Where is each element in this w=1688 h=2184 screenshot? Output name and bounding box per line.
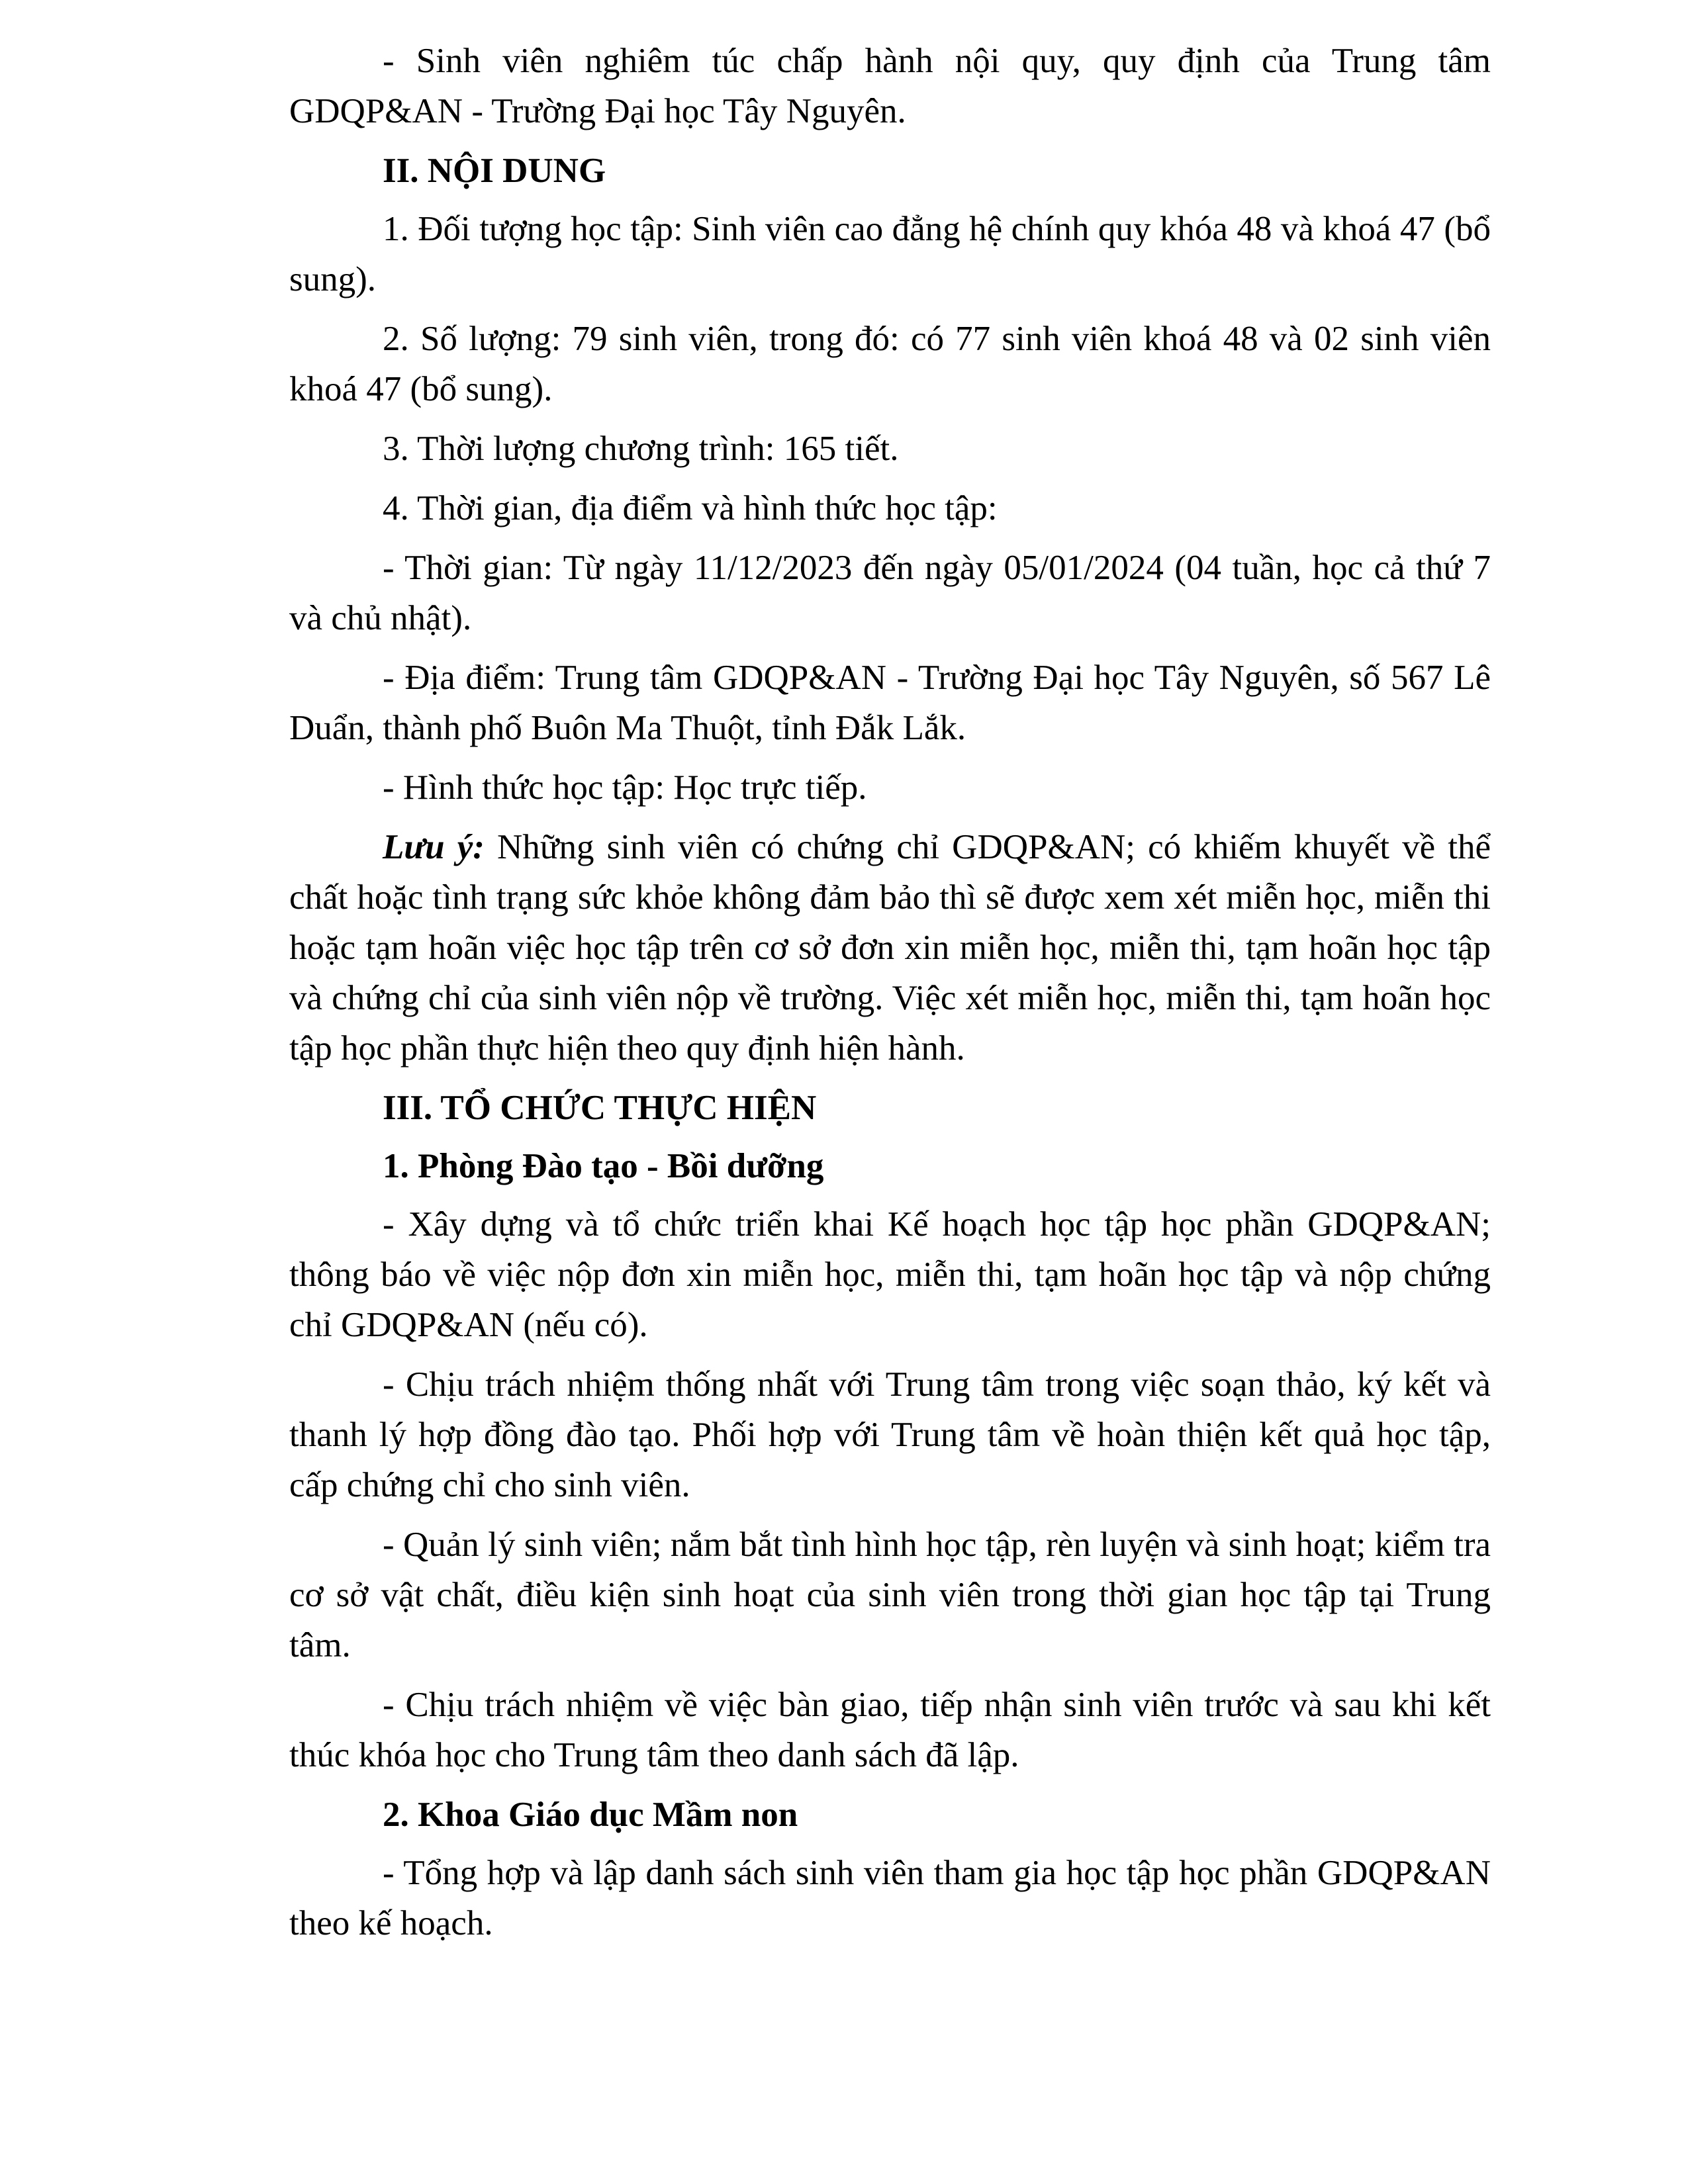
subsection-heading-faculty: 2. Khoa Giáo dục Mầm non [383, 1796, 798, 1834]
section-heading-implementation: III. TỔ CHỨC THỰC HIỆN [383, 1089, 817, 1127]
note-text: Những sinh viên có chứng chỉ GDQP&AN; có khiếm khuyết về thể chất hoặc tình trạng sức khỏe không đảm bảo thì sẽ được xem xét miễn học, miễn thi hoặc tạm hoãn việc học tập trên cơ sở đơn xin miễn học, miễn thi, tạm hoãn học tập và chứng chỉ của sinh viên nộp về trường. Việc xét miễn học, miễn thi, tạm hoãn học tập học phần thực hiện theo quy định hiện hành. [289, 828, 1491, 1068]
paragraph-contract-responsibility: - Chịu trách nhiệm thống nhất với Trung tâm trong việc soạn thảo, ký kết và thanh lý hợp đồng đào tạo. Phối hợp với Trung tâm về hoàn thiện kết quả học tập, cấp chứng chỉ cho sinh viên. [289, 1365, 1491, 1504]
paragraph-student-count: 2. Số lượng: 79 sinh viên, trong đó: có 77 sinh viên khoá 48 và 02 sinh viên khoá 47 (bổ sung). [289, 320, 1491, 408]
paragraph-plan-deployment: - Xây dựng và tổ chức triển khai Kế hoạch học tập học phần GDQP&AN; thông báo về việc nộp đơn xin miễn học, miễn thi, tạm hoãn học tập và nộp chứng chỉ GDQP&AN (nếu có). [289, 1205, 1491, 1344]
subsection-heading-training-office: 1. Phòng Đào tạo - Bồi dưỡng [383, 1147, 824, 1185]
paragraph-program-duration: 3. Thời lượng chương trình: 165 tiết. [383, 430, 899, 468]
paragraph-target-learners: 1. Đối tượng học tập: Sinh viên cao đẳng hệ chính quy khóa 48 và khoá 47 (bổ sung). [289, 210, 1491, 298]
paragraph-time-place-format: 4. Thời gian, địa điểm và hình thức học tập: [383, 489, 998, 527]
paragraph-learning-format: - Hình thức học tập: Học trực tiếp. [383, 768, 867, 807]
document-body [289, 36, 1491, 1958]
paragraph-student-compliance: - Sinh viên nghiêm túc chấp hành nội quy, quy định của Trung tâm GDQP&AN - Trường Đại học Tây Nguyên. [289, 42, 1491, 130]
paragraph-location: - Địa điểm: Trung tâm GDQP&AN - Trường Đại học Tây Nguyên, số 567 Lê Duẩn, thành phố Buôn Ma Thuột, tỉnh Đắk Lắk. [289, 659, 1491, 747]
paragraph-note [289, 822, 1491, 1073]
paragraph-student-management: - Quản lý sinh viên; nắm bắt tình hình học tập, rèn luyện và sinh hoạt; kiểm tra cơ sở vật chất, điều kiện sinh hoạt của sinh viên trong thời gian học tập tại Trung tâm. [289, 1525, 1491, 1664]
paragraph-student-list: - Tổng hợp và lập danh sách sinh viên tham gia học tập học phần GDQP&AN theo kế hoạch. [289, 1854, 1491, 1942]
paragraph-handover: - Chịu trách nhiệm về việc bàn giao, tiếp nhận sinh viên trước và sau khi kết thúc khóa học cho Trung tâm theo danh sách đã lập. [289, 1686, 1491, 1774]
section-heading-content: II. NỘI DUNG [383, 152, 606, 190]
note-label: Lưu ý: [383, 828, 485, 866]
paragraph-time: - Thời gian: Từ ngày 11/12/2023 đến ngày 05/01/2024 (04 tuần, học cả thứ 7 và chủ nhật). [289, 549, 1491, 637]
